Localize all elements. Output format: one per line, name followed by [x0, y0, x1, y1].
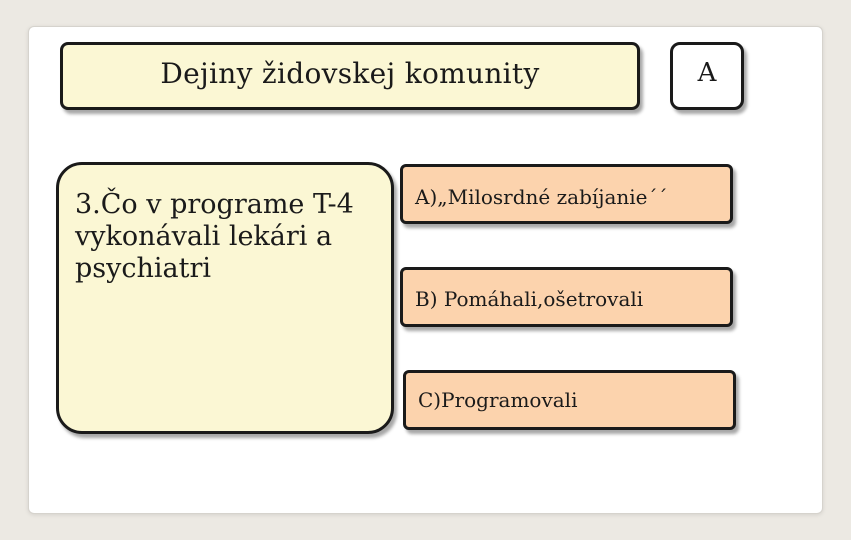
option-a-label: A)„Milosrdné zabíjanie´´	[415, 185, 668, 209]
answer-letter: A	[697, 58, 717, 88]
slide-title-box	[60, 42, 640, 110]
option-b-button[interactable]	[400, 267, 733, 327]
slide-title: Dejiny židovskej komunity	[160, 56, 540, 90]
question-text: 3.Čo v programe T-4 vykonávali lekári a psychiatri	[75, 189, 354, 284]
question-box	[56, 162, 394, 434]
option-c-button[interactable]	[403, 370, 736, 430]
answer-letter-box[interactable]	[670, 42, 744, 110]
option-c-label: C)Programovali	[418, 388, 578, 412]
option-b-label: B) Pomáhali,ošetrovali	[415, 287, 644, 311]
option-a-button[interactable]	[400, 164, 733, 224]
